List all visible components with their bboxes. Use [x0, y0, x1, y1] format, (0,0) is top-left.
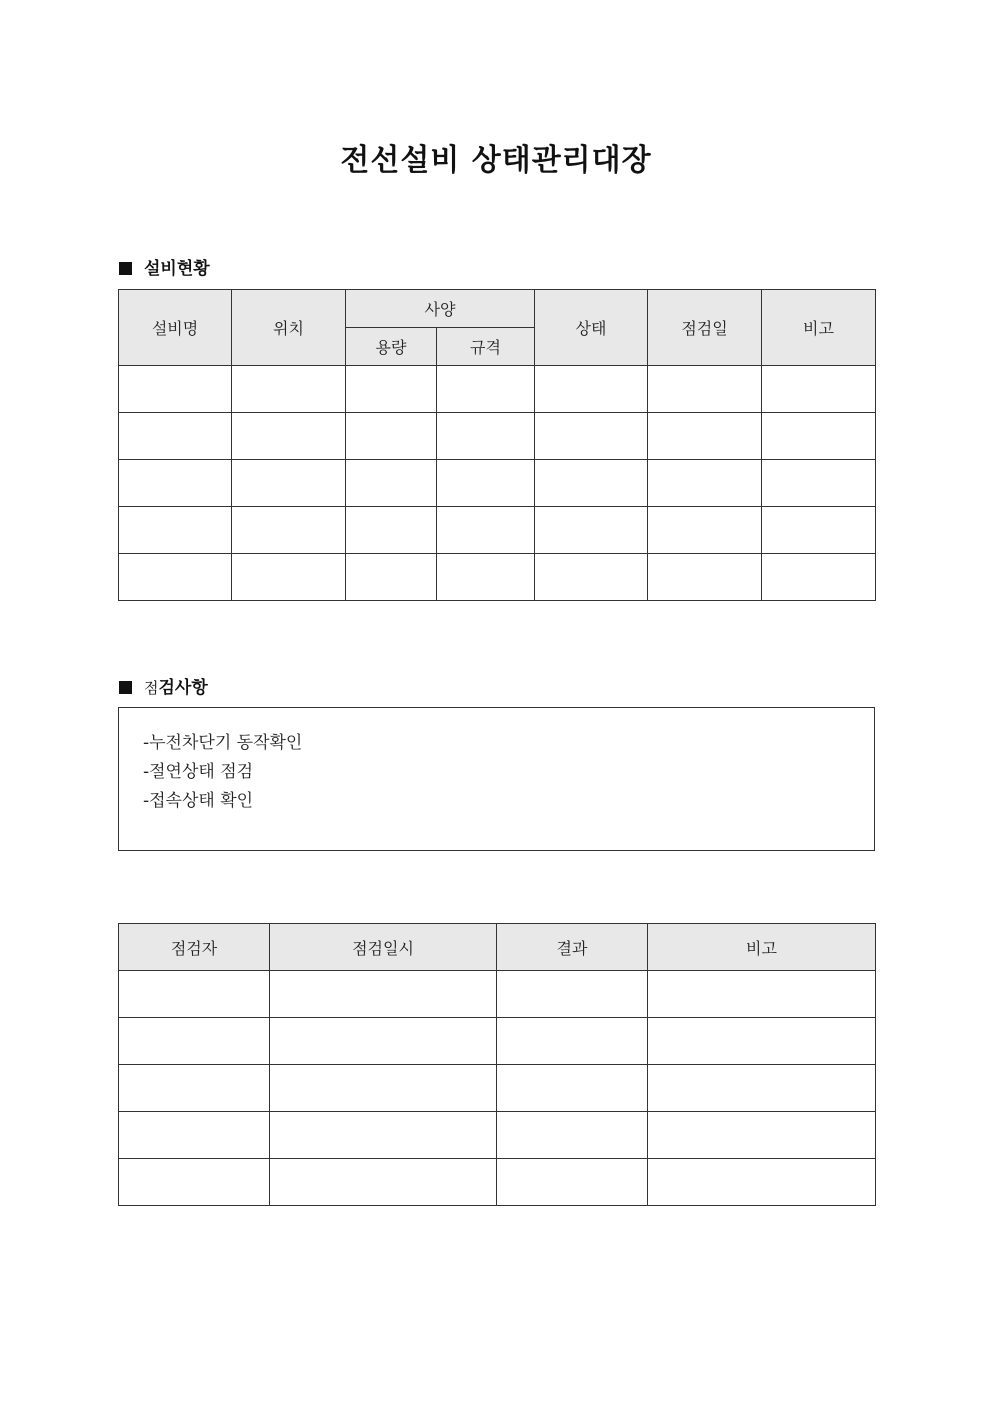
- table-cell[interactable]: [437, 413, 535, 460]
- table-cell[interactable]: [270, 1112, 497, 1159]
- table-cell[interactable]: [437, 366, 535, 413]
- table-cell[interactable]: [437, 460, 535, 507]
- table-cell[interactable]: [648, 1112, 876, 1159]
- table-cell[interactable]: [648, 413, 762, 460]
- table-row: [119, 1159, 876, 1206]
- table-cell[interactable]: [270, 1159, 497, 1206]
- header-remarks: 비고: [762, 290, 876, 366]
- header-capacity: 용량: [346, 328, 437, 366]
- table-cell[interactable]: [437, 507, 535, 554]
- table-row: [119, 413, 876, 460]
- table-cell[interactable]: [232, 460, 346, 507]
- table-cell[interactable]: [119, 413, 232, 460]
- section-heading-equipment: 설비현황: [119, 254, 210, 279]
- table-cell[interactable]: [535, 460, 648, 507]
- header-remarks: 비고: [648, 924, 876, 971]
- table-cell[interactable]: [762, 413, 876, 460]
- table-cell[interactable]: [648, 1065, 876, 1112]
- table-cell[interactable]: [648, 971, 876, 1018]
- table-cell[interactable]: [648, 460, 762, 507]
- square-bullet-icon: [119, 681, 132, 694]
- table-cell[interactable]: [648, 1018, 876, 1065]
- table-cell[interactable]: [648, 507, 762, 554]
- table-cell[interactable]: [648, 554, 762, 601]
- page-title: 전선설비 상태관리대장: [340, 143, 652, 178]
- table-cell[interactable]: [119, 366, 232, 413]
- table-cell[interactable]: [346, 413, 437, 460]
- table-cell[interactable]: [119, 1159, 270, 1206]
- table-row: [119, 971, 876, 1018]
- table-cell[interactable]: [497, 971, 648, 1018]
- table-cell[interactable]: [119, 1112, 270, 1159]
- table-cell[interactable]: [119, 460, 232, 507]
- table-cell[interactable]: [232, 413, 346, 460]
- table-cell[interactable]: [119, 1018, 270, 1065]
- table-cell[interactable]: [762, 554, 876, 601]
- table-cell[interactable]: [346, 460, 437, 507]
- inspector-table: [118, 923, 876, 1206]
- table-row: [119, 507, 876, 554]
- checklist-item: -절연상태 점검: [143, 762, 254, 782]
- header-inspector: 점검자: [119, 924, 270, 971]
- table-row: [119, 1065, 876, 1112]
- table-cell[interactable]: [437, 554, 535, 601]
- square-bullet-icon: [119, 262, 132, 275]
- table-cell[interactable]: [119, 507, 232, 554]
- header-location: 위치: [232, 290, 346, 366]
- header-standard: 규격: [437, 328, 535, 366]
- equipment-table: [118, 289, 876, 601]
- table-cell[interactable]: [232, 554, 346, 601]
- table-cell[interactable]: [762, 507, 876, 554]
- header-spec: 사양: [346, 290, 535, 328]
- table-row: [119, 366, 876, 413]
- table-cell[interactable]: [535, 507, 648, 554]
- table-cell[interactable]: [346, 507, 437, 554]
- table-cell[interactable]: [648, 366, 762, 413]
- table-cell[interactable]: [535, 413, 648, 460]
- table-cell[interactable]: [535, 554, 648, 601]
- table-cell[interactable]: [119, 971, 270, 1018]
- table-row: [119, 460, 876, 507]
- table-cell[interactable]: [232, 366, 346, 413]
- table-cell[interactable]: [270, 1065, 497, 1112]
- table-row: [119, 1018, 876, 1065]
- table-cell[interactable]: [497, 1112, 648, 1159]
- table-cell[interactable]: [270, 971, 497, 1018]
- header-equipment-name: 설비명: [119, 290, 232, 366]
- checklist-box: [118, 707, 875, 851]
- table-cell[interactable]: [119, 1065, 270, 1112]
- table-cell[interactable]: [346, 366, 437, 413]
- table-cell[interactable]: [762, 460, 876, 507]
- table-cell[interactable]: [346, 554, 437, 601]
- table-row: [119, 1112, 876, 1159]
- checklist-item: -접속상태 확인: [143, 791, 254, 811]
- table-cell[interactable]: [535, 366, 648, 413]
- header-inspection-datetime: 점검일시: [270, 924, 497, 971]
- table-cell[interactable]: [497, 1065, 648, 1112]
- header-status: 상태: [535, 290, 648, 366]
- table-row: [119, 554, 876, 601]
- table-cell[interactable]: [119, 554, 232, 601]
- table-cell[interactable]: [497, 1018, 648, 1065]
- section-heading-checklist: 점검사항: [119, 673, 208, 698]
- header-result: 결과: [497, 924, 648, 971]
- table-cell[interactable]: [648, 1159, 876, 1206]
- header-inspection-date: 점검일: [648, 290, 762, 366]
- checklist-item: -누전차단기 동작확인: [143, 733, 303, 753]
- table-cell[interactable]: [270, 1018, 497, 1065]
- table-cell[interactable]: [232, 507, 346, 554]
- table-cell[interactable]: [762, 366, 876, 413]
- table-cell[interactable]: [497, 1159, 648, 1206]
